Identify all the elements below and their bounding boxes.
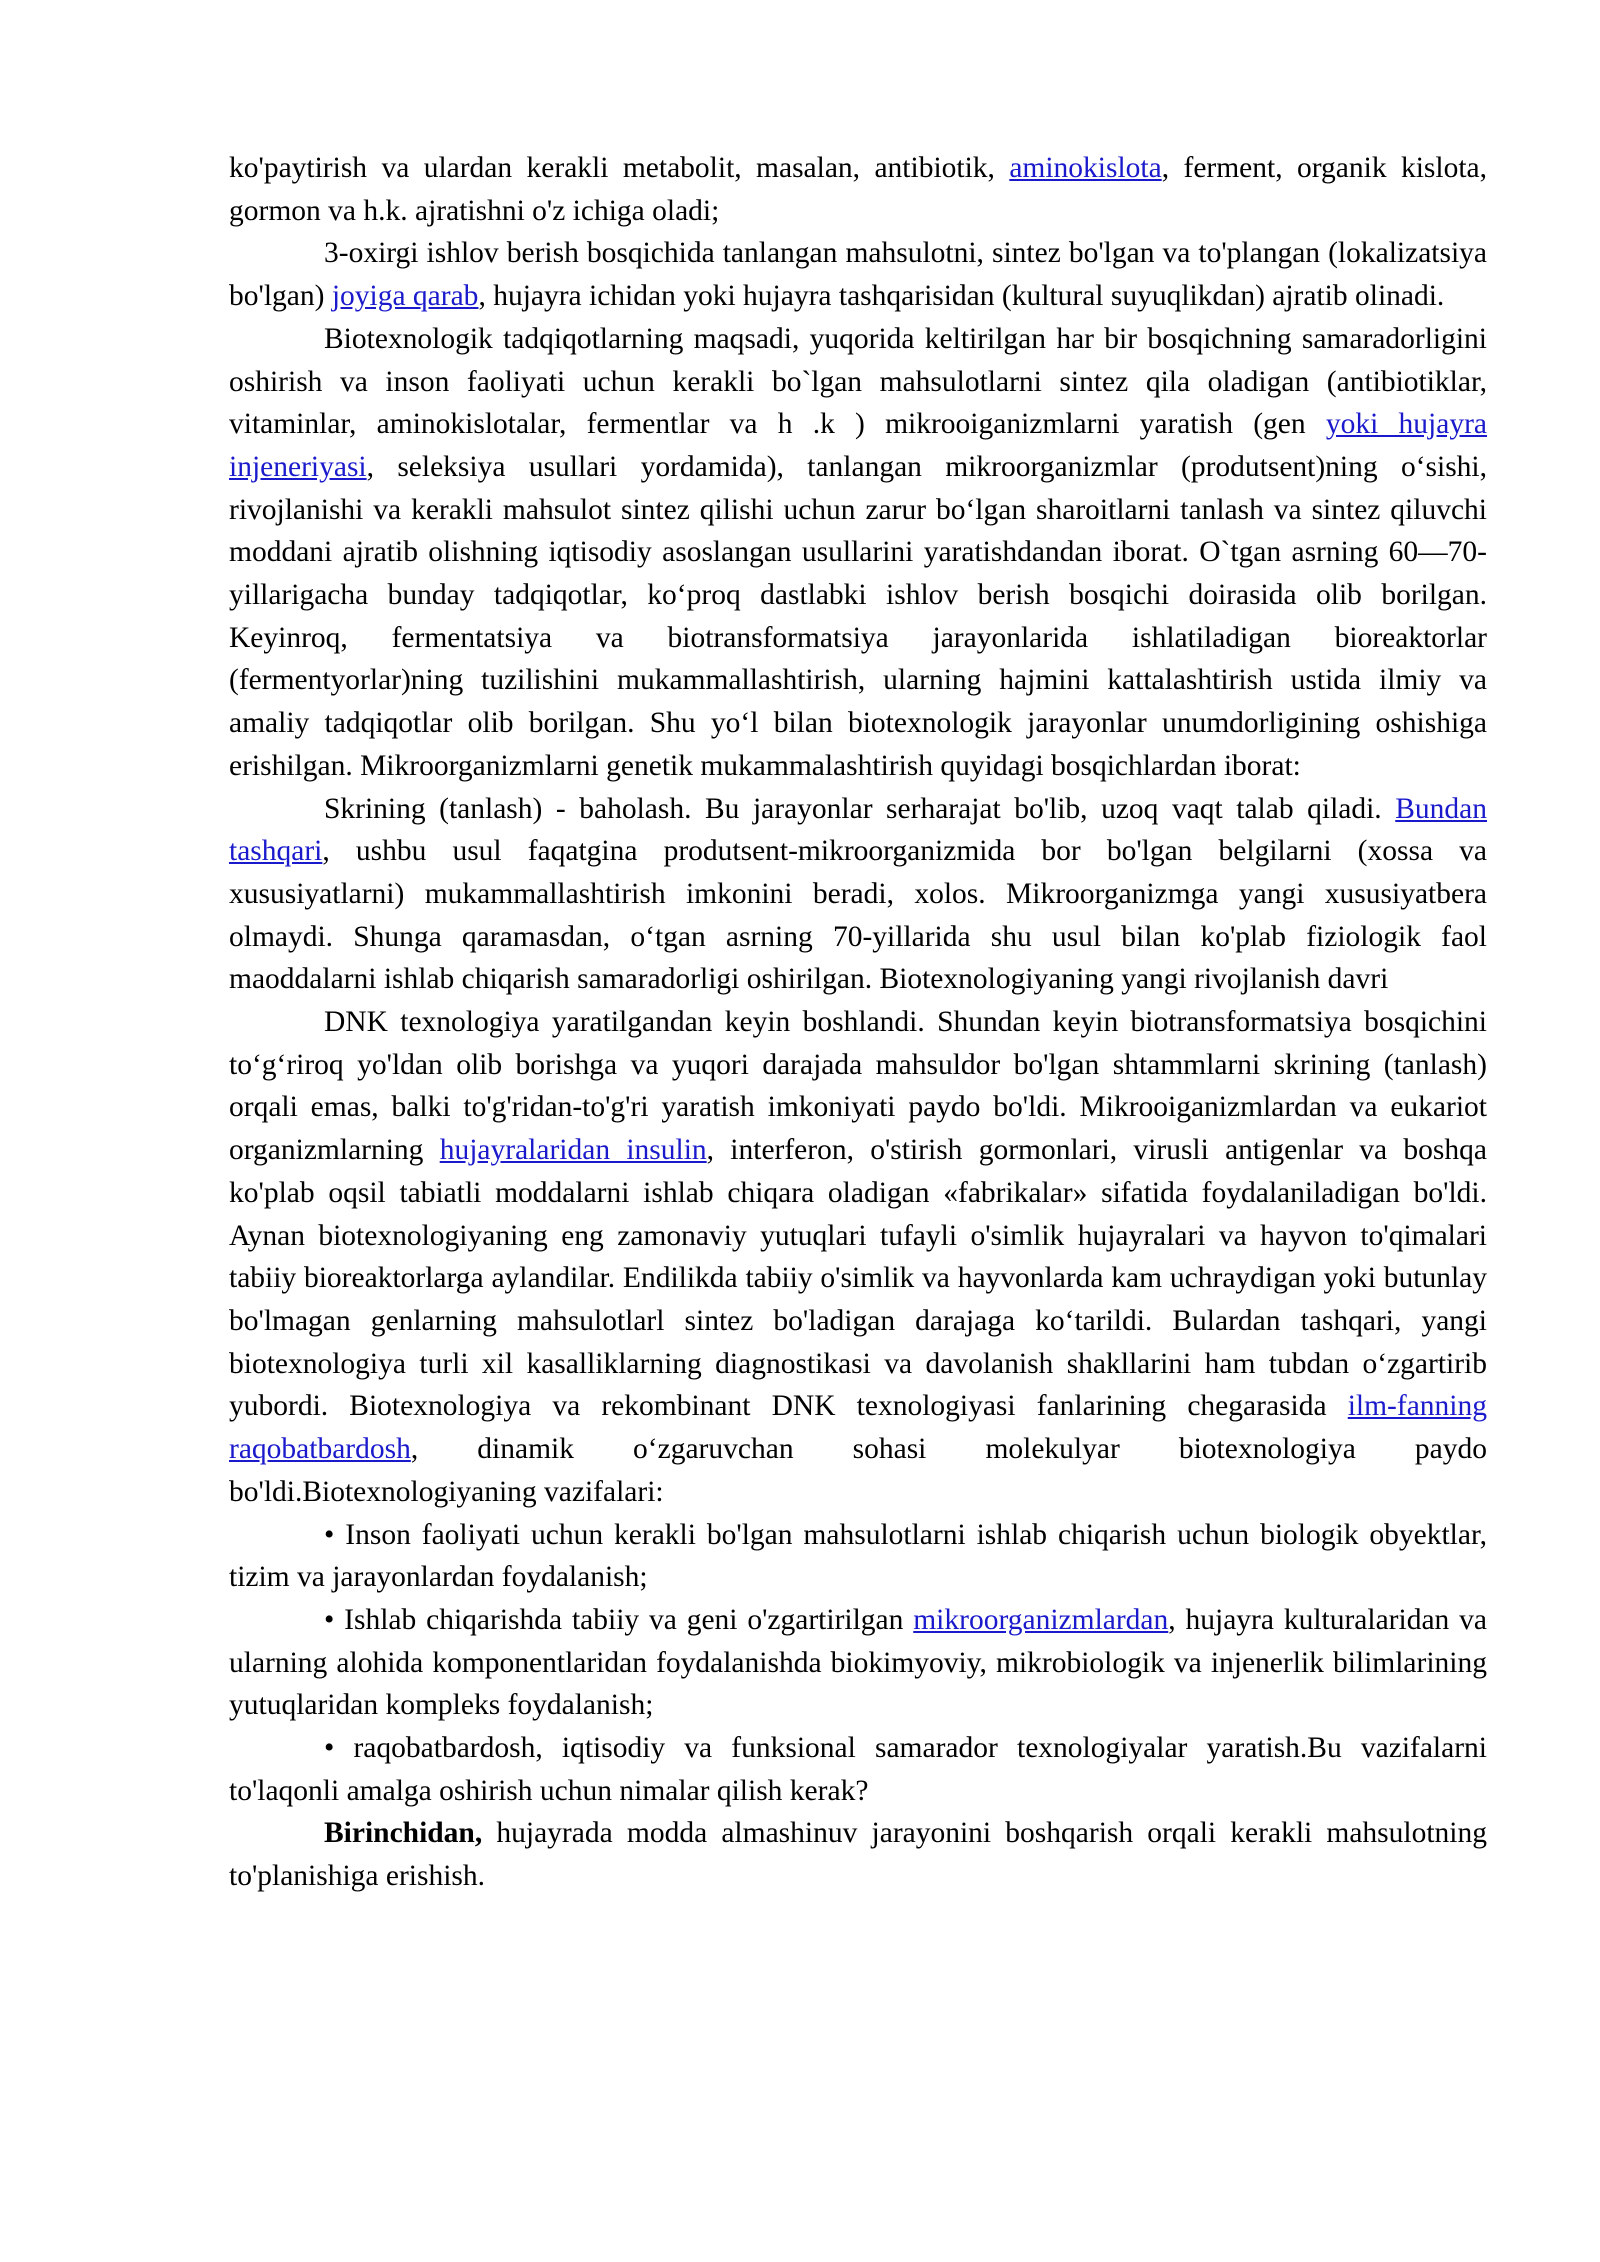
hyperlink[interactable]: joyiga qarab — [331, 280, 479, 313]
bold-text: Birinchidan, — [324, 1817, 483, 1850]
paragraph-text: , hujayra kulturalaridan va ularning alohida komponentlaridan foydalanishda biokimyoviy, mikrobiologik va injenerlik bilimlarining yutuqlaridan kompleks foydalanish; — [229, 1603, 1487, 1722]
paragraph — [229, 1812, 1487, 1897]
paragraph — [229, 1001, 1487, 1513]
paragraph-text: Biotexnologik tadqiqotlarning maqsadi, yuqorida keltirilgan har bir bosqichning samaradorligini oshirish va inson faoliyati uchun kerakli bo`lgan mahsulotlarni sintez qila oladigan (antibiotiklar, vitaminlar, aminokislotalar, fermentlar va h .k ) mikrooiganizmlarni yaratish (gen — [229, 322, 1487, 441]
paragraph-text: , ushbu usul faqatgina produtsent-mikroorganizmida bor bo'lgan belgilarni (xossa va xususiyatlarni) mukammallashtirish imkonini beradi, xolos. Mikroorganizmga yangi xususiyatbera olmaydi. Shunga qaramasdan, o‘tgan asrning 70-yillarida shu usul bilan ko'plab fiziologik faol maoddalarni ishlab chiqarish samaradorligi oshirilgan. Biotexnologiyaning yangi rivojlanish davri — [229, 835, 1487, 996]
hyperlink[interactable]: yoki hujayra injeneriyasi — [229, 408, 1488, 483]
paragraph-text: Skrining (tanlash) - baholash. Bu jarayonlar serharajat bo'lib, uzoq vaqt talab qiladi. — [324, 792, 1396, 825]
paragraph — [229, 147, 1487, 232]
paragraph-text: • Inson faoliyati uchun kerakli bo'lgan mahsulotlarni ishlab chiqarish uchun biologik obyektlar, tizim va jarayonlardan foydalanish; — [229, 1518, 1487, 1594]
paragraph-text: , ferment, organik kislota, gormon va h.k. ajratishni o'z ichiga oladi; — [229, 152, 1488, 227]
hyperlink[interactable]: aminokislota — [1009, 152, 1162, 184]
hyperlink[interactable]: hujayralaridan insulin — [439, 1134, 707, 1167]
document-page — [229, 147, 1487, 1898]
paragraph-text: • raqobatbardosh, iqtisodiy va funksional samarador texnologiyalar yaratish.Bu vazifalarni to'laqonli amalga oshirish uchun nimalar qilish kerak? — [229, 1732, 1487, 1807]
paragraph-text: 3-oxirgi ishlov berish bosqichida tanlangan mahsulotni, sintez bo'lgan va to'plangan (lokalizatsiya bo'lgan) — [229, 237, 1487, 313]
paragraph-text: , seleksiya usullari yordamida), tanlangan mikroorganizmlar (produtsent)ning o‘sishi, rivojlanishi va kerakli mahsulot sintez qilishi uchun zarur bo‘lgan sharoitlarni tanlash va sintez qiluvchi moddani ajratib olishning iqtisodiy asoslangan usullarini yaratishdandan iborat. O`tgan asrning 60—70-yillarigacha bunday tadqiqotlar, ko‘proq dastlabki ishlov berish bosqichi doirasida olib borilgan. Keyinroq, fermentatsiya va biotransformatsiya jarayonlarida ishlatiladigan bioreaktorlar (fermentyorlar)ning tuzilishini mukammallashtirish, ularning hajmini kattalashtirish ustida ilmiy va amaliy tadqiqotlar olib borilgan. Shu yo‘l bilan biotexnologik jarayonlar unumdorligining oshishiga erishilgan. Mikroorganizmlarni genetik mukammalashtirish quyidagi bosqichlardan iborat: — [229, 450, 1487, 782]
paragraph — [229, 1514, 1487, 1599]
hyperlink[interactable]: ilm-fanning raqobatbardosh — [229, 1390, 1487, 1466]
hyperlink[interactable]: mikroorganizmlardan — [913, 1603, 1169, 1636]
hyperlink[interactable]: Bundan tashqari — [229, 792, 1487, 868]
paragraph-text: , dinamik o‘zgaruvchan sohasi molekulyar biotexnologiya paydo bo'ldi.Biotexnologiyaning vazifalari: — [229, 1433, 1487, 1508]
paragraph — [229, 1599, 1487, 1727]
paragraph-text: hujayrada modda almashinuv jarayonini boshqarish orqali kerakli mahsulotning to'planishiga erishish. — [229, 1817, 1487, 1893]
paragraph-text: ko'paytirish va ulardan kerakli metabolit, masalan, antibiotik, — [229, 152, 1010, 184]
paragraph-text: , hujayra ichidan yoki hujayra tashqarisidan (kultural suyuqlikdan) ajratib olinadi. — [478, 280, 1445, 313]
paragraph-text: , interferon, o'stirish gormonlari, virusli antigenlar va boshqa ko'plab oqsil tabiatli moddalarni ishlab chiqara oladigan «fabrikalar» sifatida foydalaniladigan bo'ldi. Aynan biotexnologiyaning eng zamonaviy yutuqlari tufayli o'simlik hujayralari va hayvon to'qimalari tabiiy bioreaktorlarga aylandilar. Endilikda tabiiy o'simlik va hayvonlarda kam uchraydigan yoki butunlay bo'lmagan genlarning mahsulotlarl sintez bo'ladigan darajaga ko‘tarildi. Bulardan tashqari, yangi biotexnologiya turli xil kasalliklarning diagnostikasi va davolanish shakllarini ham tubdan o‘zgartirib yubordi. Biotexnologiya va rekombinant DNK texnologiyasi fanlarining chegarasida — [229, 1134, 1487, 1423]
paragraph — [229, 788, 1487, 1002]
paragraph-text: DNK texnologiya yaratilgandan keyin boshlandi. Shundan keyin biotransformatsiya bosqichini to‘g‘riroq yo'ldan olib borishga va yuqori darajada mahsuldor bo'lgan shtammlarni skrining (tanlash) orqali emas, balki to'g'ridan-to'g'ri yaratish imkoniyati paydo bo'ldi. Mikrooiganizmlardan va eukariot organizmlarning — [229, 1006, 1487, 1167]
paragraph — [229, 1727, 1487, 1812]
paragraph-text: • Ishlab chiqarishda tabiiy va geni o'zgartirilgan — [324, 1603, 914, 1636]
paragraph — [229, 318, 1487, 788]
paragraph — [229, 232, 1487, 317]
